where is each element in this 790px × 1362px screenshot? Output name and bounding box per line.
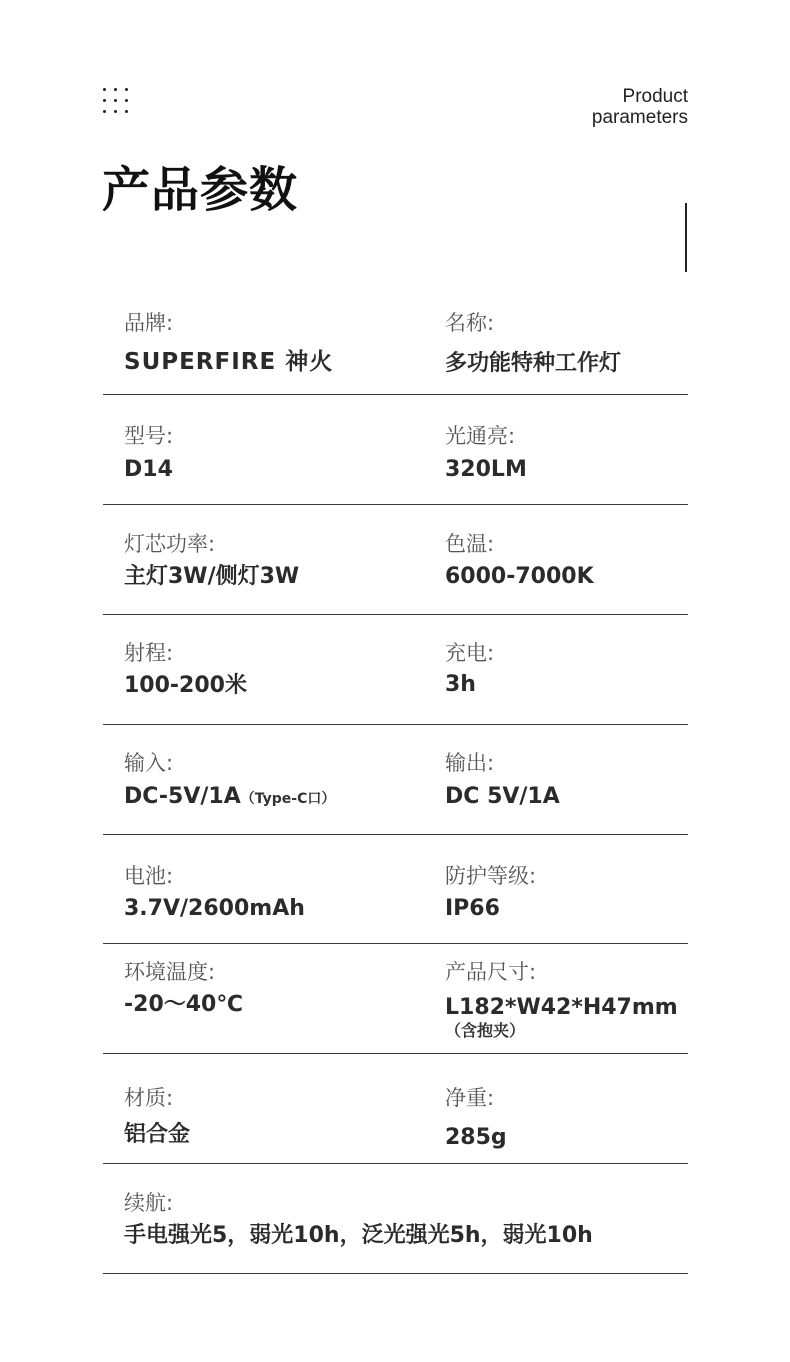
spec-value-note: （Type-C口） xyxy=(240,791,336,807)
spec-row-power xyxy=(103,504,688,615)
spec-value: D14 xyxy=(124,457,173,482)
spec-row-brand xyxy=(103,300,688,395)
spec-label: 品牌: xyxy=(124,311,174,335)
spec-value: SUPERFIRE 神火 xyxy=(124,349,334,375)
spec-value: IP66 xyxy=(445,896,500,921)
spec-label: 输入: xyxy=(124,751,174,775)
spec-label: 型号: xyxy=(124,424,174,448)
spec-label: 色温: xyxy=(445,532,495,556)
english-heading-line1: Product xyxy=(622,86,688,107)
spec-value: 100-200米 xyxy=(124,673,247,698)
spec-value: L182*W42*H47mm xyxy=(445,995,678,1020)
spec-value: 铝合金 xyxy=(124,1122,191,1147)
english-heading xyxy=(592,86,688,128)
spec-label: 净重: xyxy=(445,1086,495,1110)
spec-value: 主灯3W/侧灯3W xyxy=(124,564,300,589)
page-title: 产品参数 xyxy=(102,162,299,218)
spec-row-model xyxy=(103,394,688,505)
spec-value: 6000-7000K xyxy=(445,564,594,589)
spec-row-endurance xyxy=(103,1163,688,1274)
spec-label: 射程: xyxy=(124,641,174,665)
spec-label: 防护等级: xyxy=(445,864,537,888)
dots-icon xyxy=(103,88,133,118)
spec-row-range xyxy=(103,614,688,725)
spec-label: 电池: xyxy=(124,864,174,888)
spec-value: 285g xyxy=(445,1125,507,1150)
spec-label: 灯芯功率: xyxy=(124,532,216,556)
english-heading-line2: parameters xyxy=(591,107,688,128)
spec-label: 光通亮: xyxy=(445,424,516,448)
spec-value: 3.7V/2600mAh xyxy=(124,896,305,921)
spec-value: -20～40℃ xyxy=(124,992,244,1017)
spec-label: 环境温度: xyxy=(124,960,216,984)
spec-label: 产品尺寸: xyxy=(445,960,537,984)
spec-row-battery xyxy=(103,834,688,944)
spec-label: 名称: xyxy=(445,311,495,335)
spec-label: 续航: xyxy=(124,1191,174,1215)
spec-value-main: DC-5V/1A xyxy=(124,784,241,809)
spec-value xyxy=(124,783,335,813)
vertical-divider xyxy=(685,203,687,272)
spec-value: 3h xyxy=(445,672,476,697)
spec-value: 多功能特种工作灯 xyxy=(445,351,622,376)
spec-label: 输出: xyxy=(445,751,495,775)
spec-value-note: （含抱夹） xyxy=(445,1021,526,1040)
spec-row-io xyxy=(103,724,688,835)
spec-row-material xyxy=(103,1053,688,1164)
spec-label: 材质: xyxy=(124,1086,174,1110)
spec-label: 充电: xyxy=(445,641,495,665)
spec-row-environment xyxy=(103,943,688,1054)
spec-value: 320LM xyxy=(445,457,527,482)
spec-value: 手电强光5，弱光10h，泛光强光5h，弱光10h xyxy=(124,1223,593,1248)
spec-value: DC 5V/1A xyxy=(445,784,560,809)
